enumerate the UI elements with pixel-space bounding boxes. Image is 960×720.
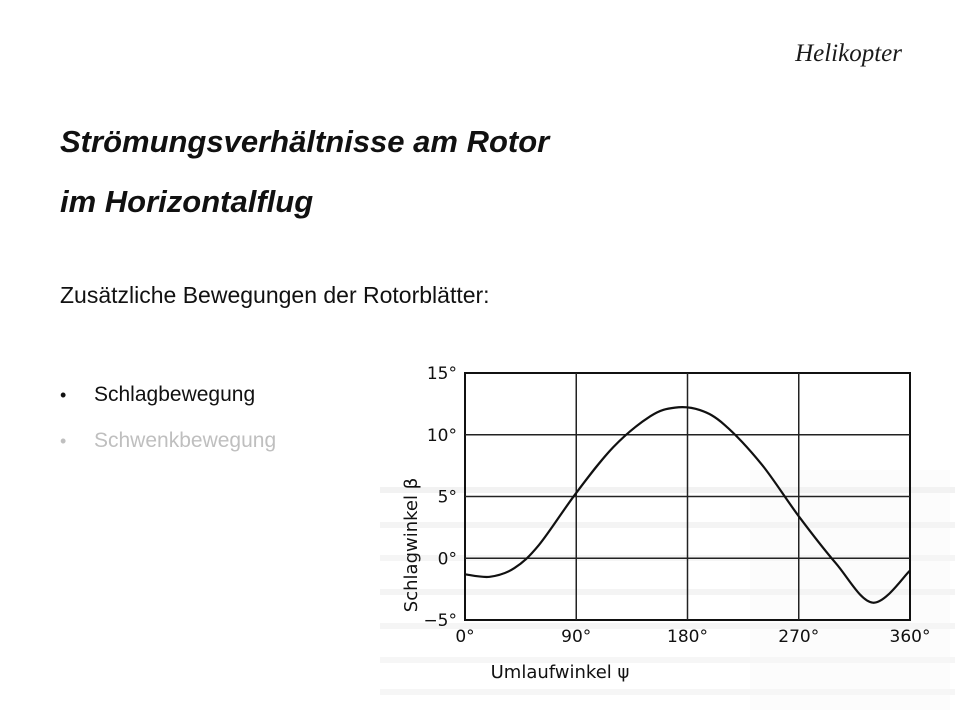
bullet-list — [60, 372, 276, 464]
y-tick-label: 15° — [426, 364, 457, 384]
x-tick-label: 90° — [561, 627, 592, 647]
flapping-angle-chart — [370, 330, 955, 715]
bullet-dot-icon: • — [60, 431, 67, 451]
slide-title — [60, 112, 549, 232]
x-tick-label: 360° — [889, 627, 931, 647]
slide-subtitle: Zusätzliche Bewegungen der Rotorblätter: — [60, 282, 490, 308]
x-tick-label: 270° — [778, 627, 820, 647]
x-tick-label: 180° — [667, 627, 708, 647]
y-tick-label: 5° — [437, 487, 457, 508]
y-tick-label: −5° — [423, 611, 457, 631]
x-tick-label: 0° — [455, 627, 475, 647]
y-tick-label: 10° — [426, 425, 457, 446]
x-axis-label: Umlaufwinkel ψ — [490, 662, 630, 683]
bullet-item-schlagbewegung — [60, 372, 276, 418]
bullet-dot-icon: • — [60, 385, 67, 405]
bullet-item-schwenkbewegung — [60, 418, 276, 464]
title-line-2: im Horizontalflug — [60, 184, 314, 219]
background-scan-texture — [380, 470, 955, 710]
y-axis-label: Schlagwinkel β — [401, 477, 422, 613]
title-line-1: Strömungsverhältnisse am Rotor — [60, 124, 550, 159]
bullet-text: Schlagbewegung — [94, 383, 256, 406]
y-tick-label: 0° — [437, 549, 457, 570]
bullet-text: Schwenkbewegung — [94, 429, 277, 452]
slide-header: Helikopter — [795, 40, 902, 67]
